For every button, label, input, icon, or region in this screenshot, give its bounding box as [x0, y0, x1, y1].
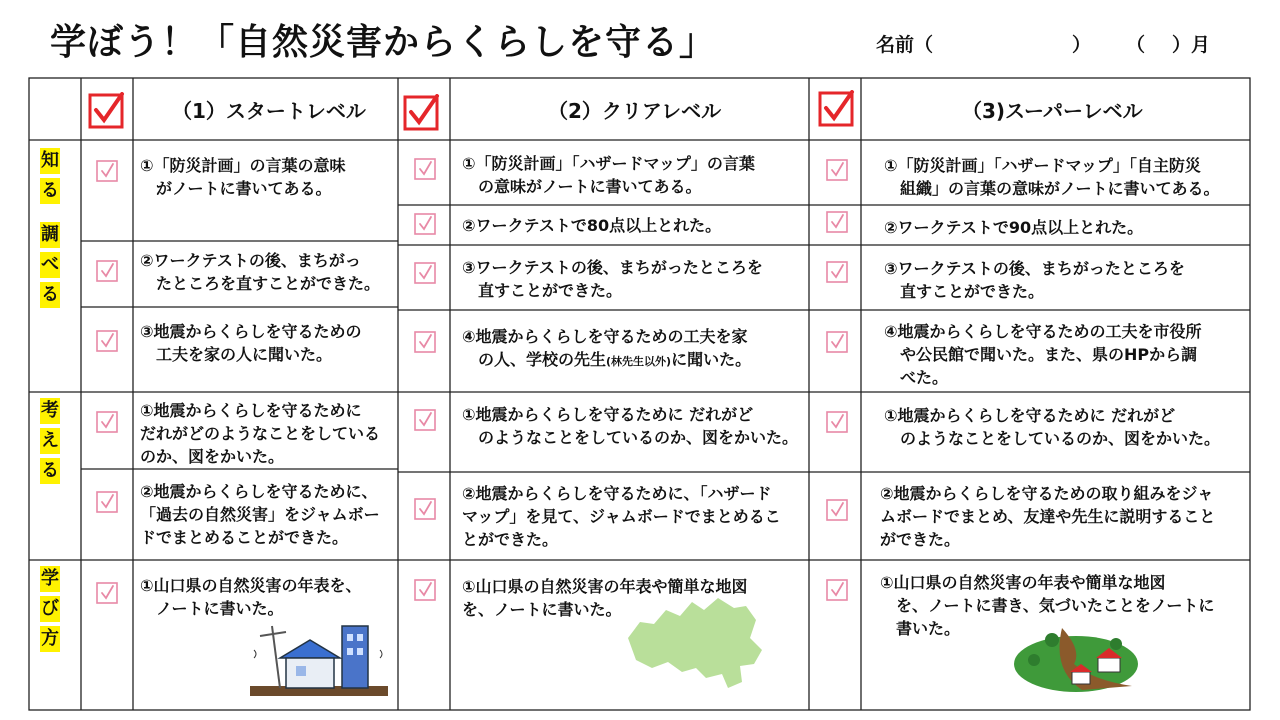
l2-know-4 [462, 325, 751, 373]
level3-header: （3)スーパーレベル [962, 99, 1143, 123]
checkbox-icon[interactable] [825, 330, 849, 354]
cat-char: 方 [40, 626, 60, 652]
l2-think-2: ②地震からくらしを守るために、「ハザード マップ」を見て、ジャムボードでまとめるこ とができた。 [462, 484, 781, 549]
checkbox-icon[interactable] [95, 581, 119, 605]
l3-know-3: ③ワークテストの後、まちがったところを 直すことができた。 [884, 259, 1185, 301]
checkbox-icon[interactable] [95, 329, 119, 353]
month-open: （ [1126, 34, 1146, 56]
l3-know-2: ②ワークテストで90点以上とれた。 [884, 218, 1144, 237]
yamaguchi-map-illustration [622, 588, 772, 692]
checkbox-icon[interactable] [95, 490, 119, 514]
checkbox-icon[interactable] [413, 578, 437, 602]
checked-box-icon[interactable] [403, 94, 441, 132]
page-title: 学ぼう！「自然災害からくらしを守る」 [50, 22, 717, 63]
l1-learn-1: ①山口県の自然災害の年表を、 ノートに書いた。 [140, 576, 362, 618]
l2-learn-1: ①山口県の自然災害の年表や簡単な地図 を、ノートに書いた。 [462, 577, 748, 619]
category-learn [38, 566, 62, 656]
category-know [38, 148, 62, 312]
l2-know-1: ①「防災計画」「ハザードマップ」の言葉 の意味がノートに書いてある。 [462, 154, 755, 196]
cat-char: る [40, 282, 60, 308]
checkbox-icon[interactable] [825, 410, 849, 434]
l2-know-4-note: (林先生以外) [606, 355, 672, 368]
checked-box-icon[interactable] [88, 92, 126, 130]
checkbox-icon[interactable] [825, 578, 849, 602]
checkbox-icon[interactable] [413, 212, 437, 236]
level1-header: （1）スタートレベル [172, 99, 366, 123]
checkbox-icon[interactable] [413, 497, 437, 521]
l2-know-3: ③ワークテストの後、まちがったところを 直すことができた。 [462, 258, 763, 300]
cat-char: べ [40, 252, 60, 278]
checkbox-icon[interactable] [413, 408, 437, 432]
cat-char: 知 [40, 148, 60, 174]
level2-header: （2）クリアレベル [548, 99, 722, 123]
landslide-illustration [1012, 620, 1142, 692]
l1-know-1: ①「防災計画」の言葉の意味 がノートに書いてある。 [140, 156, 346, 198]
l3-think-2: ②地震からくらしを守るための取り組みをジャ ムボードでまとめ、友達や先生に説明すること ができた。 [880, 484, 1216, 549]
l3-know-1: ①「防災計画」「ハザードマップ」「自主防災 組織」の言葉の意味がノートに書いてある。 [884, 156, 1220, 198]
l1-think-1: ①地震からくらしを守るために だれがどのようなことをしている のか、図をかいた。 [140, 401, 381, 466]
checkbox-icon[interactable] [413, 157, 437, 181]
cat-char: る [40, 178, 60, 204]
checked-box-icon[interactable] [818, 90, 856, 128]
l2-know-4-main: ④地震からくらしを守るための工夫を家 の人、学校の先生 [462, 327, 748, 369]
name-label: 名前（ [876, 34, 934, 56]
l2-know-2: ②ワークテストで80点以上とれた。 [462, 216, 722, 235]
checkbox-icon[interactable] [825, 498, 849, 522]
month-label: ）月 [1172, 34, 1211, 56]
checkbox-icon[interactable] [825, 210, 849, 234]
cat-char: 学 [40, 566, 60, 592]
checkbox-icon[interactable] [825, 260, 849, 284]
l3-think-1: ①地震からくらしを守るために だれがど のようなことをしているのか、図をかいた。 [884, 406, 1221, 448]
checkbox-icon[interactable] [413, 261, 437, 285]
cat-char: る [40, 458, 60, 484]
cat-char: 考 [40, 398, 60, 424]
category-think [38, 398, 62, 488]
l2-know-4-end: に聞いた。 [671, 350, 752, 369]
name-close: ） [1072, 34, 1092, 56]
cat-char: び [40, 596, 60, 622]
checkbox-icon[interactable] [95, 259, 119, 283]
checkbox-icon[interactable] [95, 410, 119, 434]
l3-know-4: ④地震からくらしを守るための工夫を市役所 や公民館で聞いた。また、県のHPから調 べた。 [884, 322, 1202, 387]
l2-think-1: ①地震からくらしを守るために だれがど のようなことをしているのか、図をかいた。 [462, 405, 799, 447]
cat-char: 調 [40, 222, 60, 248]
checkbox-icon[interactable] [413, 330, 437, 354]
l1-know-3: ③地震からくらしを守るための 工夫を家の人に聞いた。 [140, 322, 362, 364]
checkbox-icon[interactable] [825, 158, 849, 182]
l1-think-2: ②地震からくらしを守るために、 「過去の自然災害」をジャムボー ドでまとめることができた。 [140, 482, 380, 547]
earthquake-house-illustration [250, 618, 390, 698]
checkbox-icon[interactable] [95, 159, 119, 183]
l1-know-2: ②ワークテストの後、まちがっ たところを直すことができた。 [140, 251, 381, 293]
cat-char: え [40, 428, 60, 454]
l3-learn-1: ①山口県の自然災害の年表や簡単な地図 を、ノートに書き、気づいたことをノートに 書いた。 [880, 573, 1215, 638]
